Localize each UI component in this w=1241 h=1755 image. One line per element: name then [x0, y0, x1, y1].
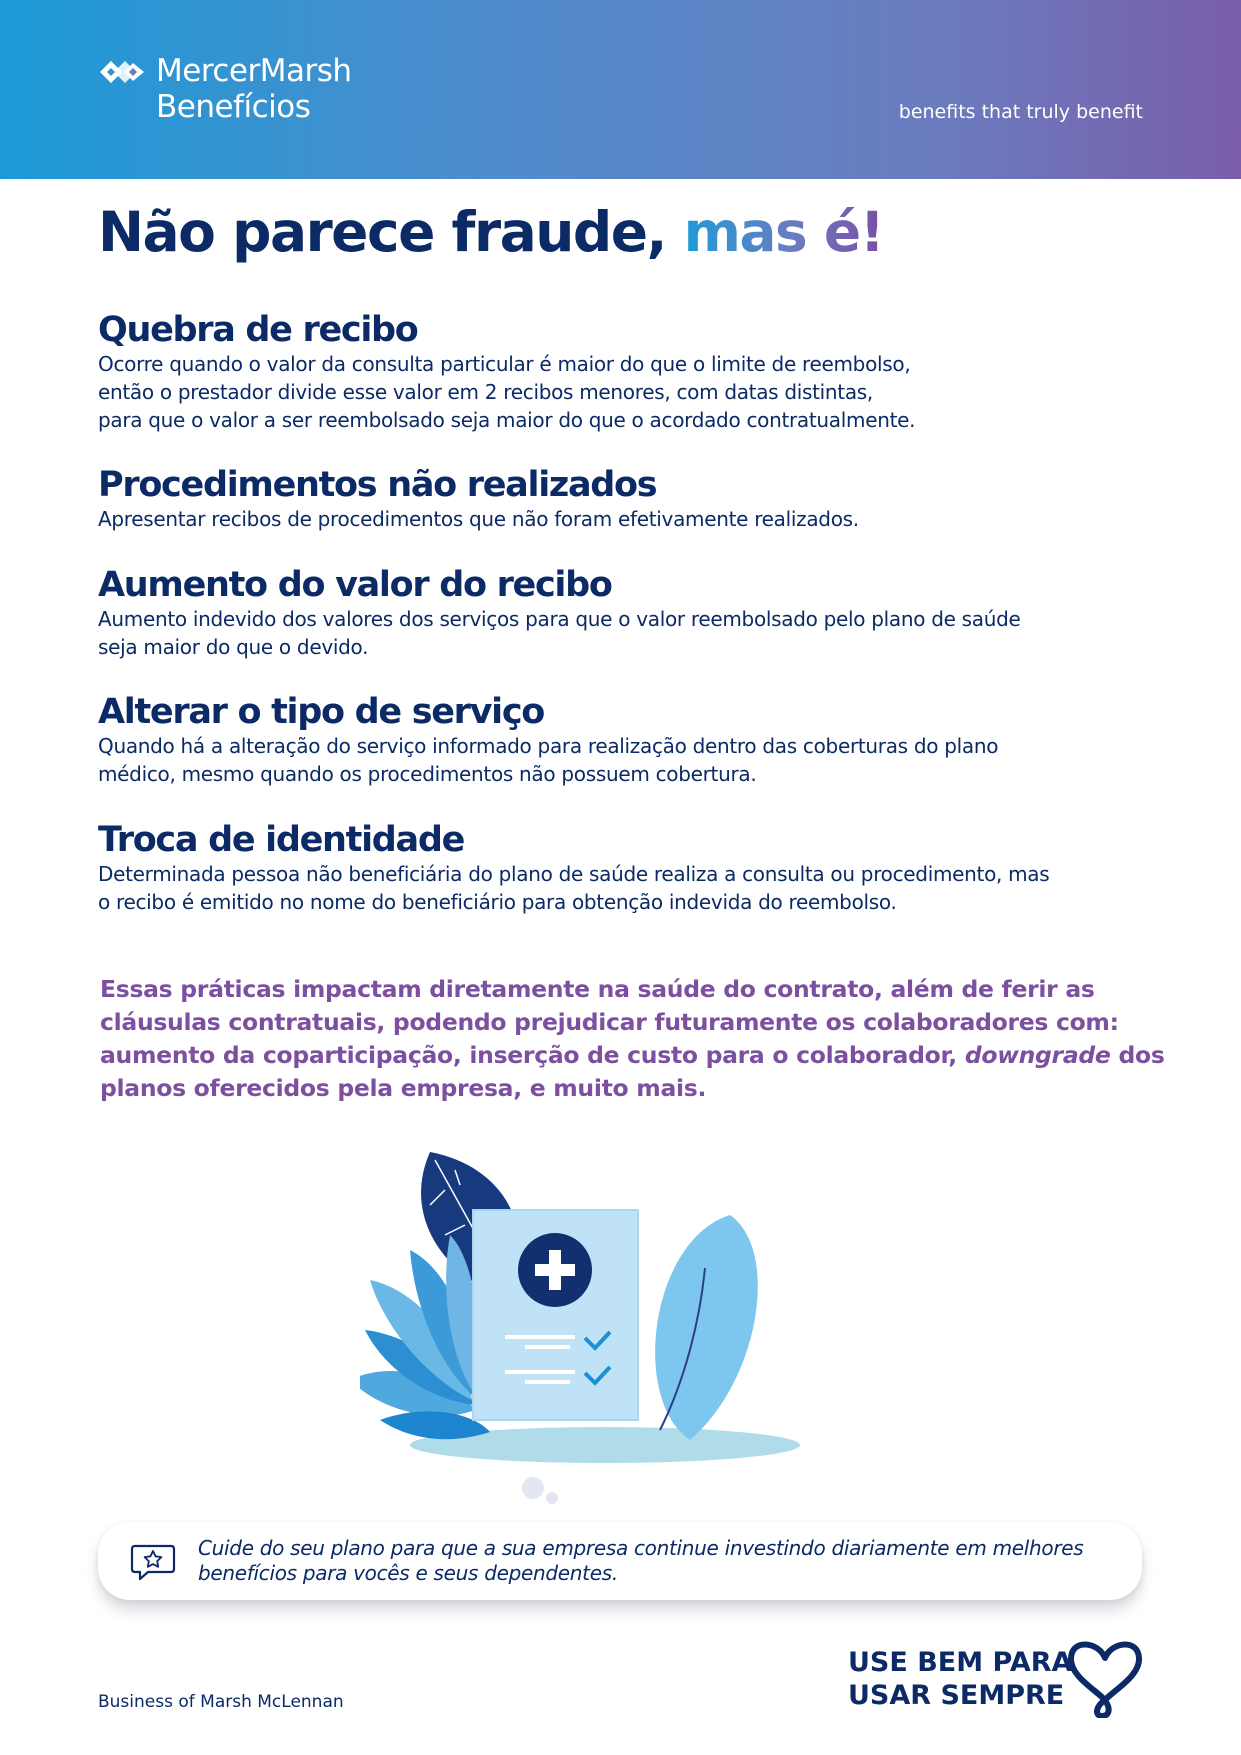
section-line: Aumento indevido dos valores dos serviços para que o valor reembolsado pelo plano de saúde — [98, 607, 1021, 631]
page-title — [98, 200, 883, 264]
section-heading: Aumento do valor do recibo — [98, 565, 612, 605]
impact-text: dos — [1118, 1041, 1165, 1069]
star-speech-bubble-icon — [130, 1542, 176, 1582]
title-highlight: mas é! — [683, 200, 884, 264]
brand-tagline: benefits that truly benefit — [898, 101, 1143, 123]
section-line: seja maior do que o devido. — [98, 635, 369, 659]
section-line: então o prestador divide esse valor em 2 recibos menores, com datas distintas, — [98, 380, 873, 404]
section-aumento-do-valor — [98, 565, 1138, 661]
section-line: Ocorre quando o valor da consulta particular é maior do que o limite de reembolso, — [98, 352, 911, 376]
slogan-line: USAR SEMPRE — [848, 1680, 1065, 1711]
callout-line: benefícios para vocês e seus dependentes. — [198, 1561, 618, 1585]
impact-line: planos oferecidos pela empresa, e muito mais. — [100, 1074, 707, 1102]
slogan — [848, 1646, 1072, 1712]
section-heading: Troca de identidade — [98, 820, 465, 860]
section-troca-de-identidade — [98, 820, 1138, 916]
brand-logo — [98, 55, 398, 130]
business-of-text: Business of Marsh McLennan — [98, 1692, 344, 1712]
section-quebra-de-recibo — [98, 310, 1138, 434]
impact-paragraph — [100, 973, 1180, 1105]
section-heading: Quebra de recibo — [98, 310, 418, 350]
section-line: Quando há a alteração do serviço informado para realização dentro das coberturas do plano — [98, 734, 999, 758]
impact-italic-term: downgrade — [964, 1041, 1111, 1069]
section-procedimentos-nao-realizados — [98, 465, 1138, 533]
callout-line: Cuide do seu plano para que a sua empresa continue investindo diariamente em melhores — [198, 1536, 1084, 1560]
section-heading: Procedimentos não realizados — [98, 465, 657, 505]
heart-icon — [1066, 1628, 1144, 1718]
impact-line — [100, 1039, 1180, 1072]
section-heading: Alterar o tipo de serviço — [98, 692, 545, 732]
section-line: médico, mesmo quando os procedimentos não possuem cobertura. — [98, 762, 757, 786]
brand-name-line2: Benefícios — [156, 89, 311, 125]
section-line: Apresentar recibos de procedimentos que não foram efetivamente realizados. — [98, 507, 859, 531]
header-banner — [0, 0, 1241, 179]
slogan-line: USE BEM PARA — [848, 1647, 1073, 1678]
callout-box — [98, 1522, 1142, 1600]
section-line: para que o valor a ser reembolsado seja maior do que o acordado contratualmente. — [98, 408, 916, 432]
medical-document-with-leaves-icon — [360, 1140, 840, 1520]
callout-text — [198, 1536, 1118, 1586]
section-alterar-tipo-de-servico — [98, 692, 1138, 788]
brand-name-line1: MercerMarsh — [156, 53, 352, 89]
impact-text: aumento da coparticipação, inserção de custo para o colaborador, — [100, 1041, 957, 1069]
section-line: Determinada pessoa não beneficiária do plano de saúde realiza a consulta ou procedimento, mas — [98, 862, 1050, 886]
mercer-marsh-logo-icon — [98, 57, 146, 87]
title-main: Não parece fraude, — [98, 200, 666, 264]
impact-line: Essas práticas impactam diretamente na saúde do contrato, além de ferir as — [100, 975, 1095, 1003]
section-line: o recibo é emitido no nome do beneficiário para obtenção indevida do reembolso. — [98, 890, 897, 914]
impact-line: cláusulas contratuais, podendo prejudicar futuramente os colaboradores com: — [100, 1008, 1119, 1036]
